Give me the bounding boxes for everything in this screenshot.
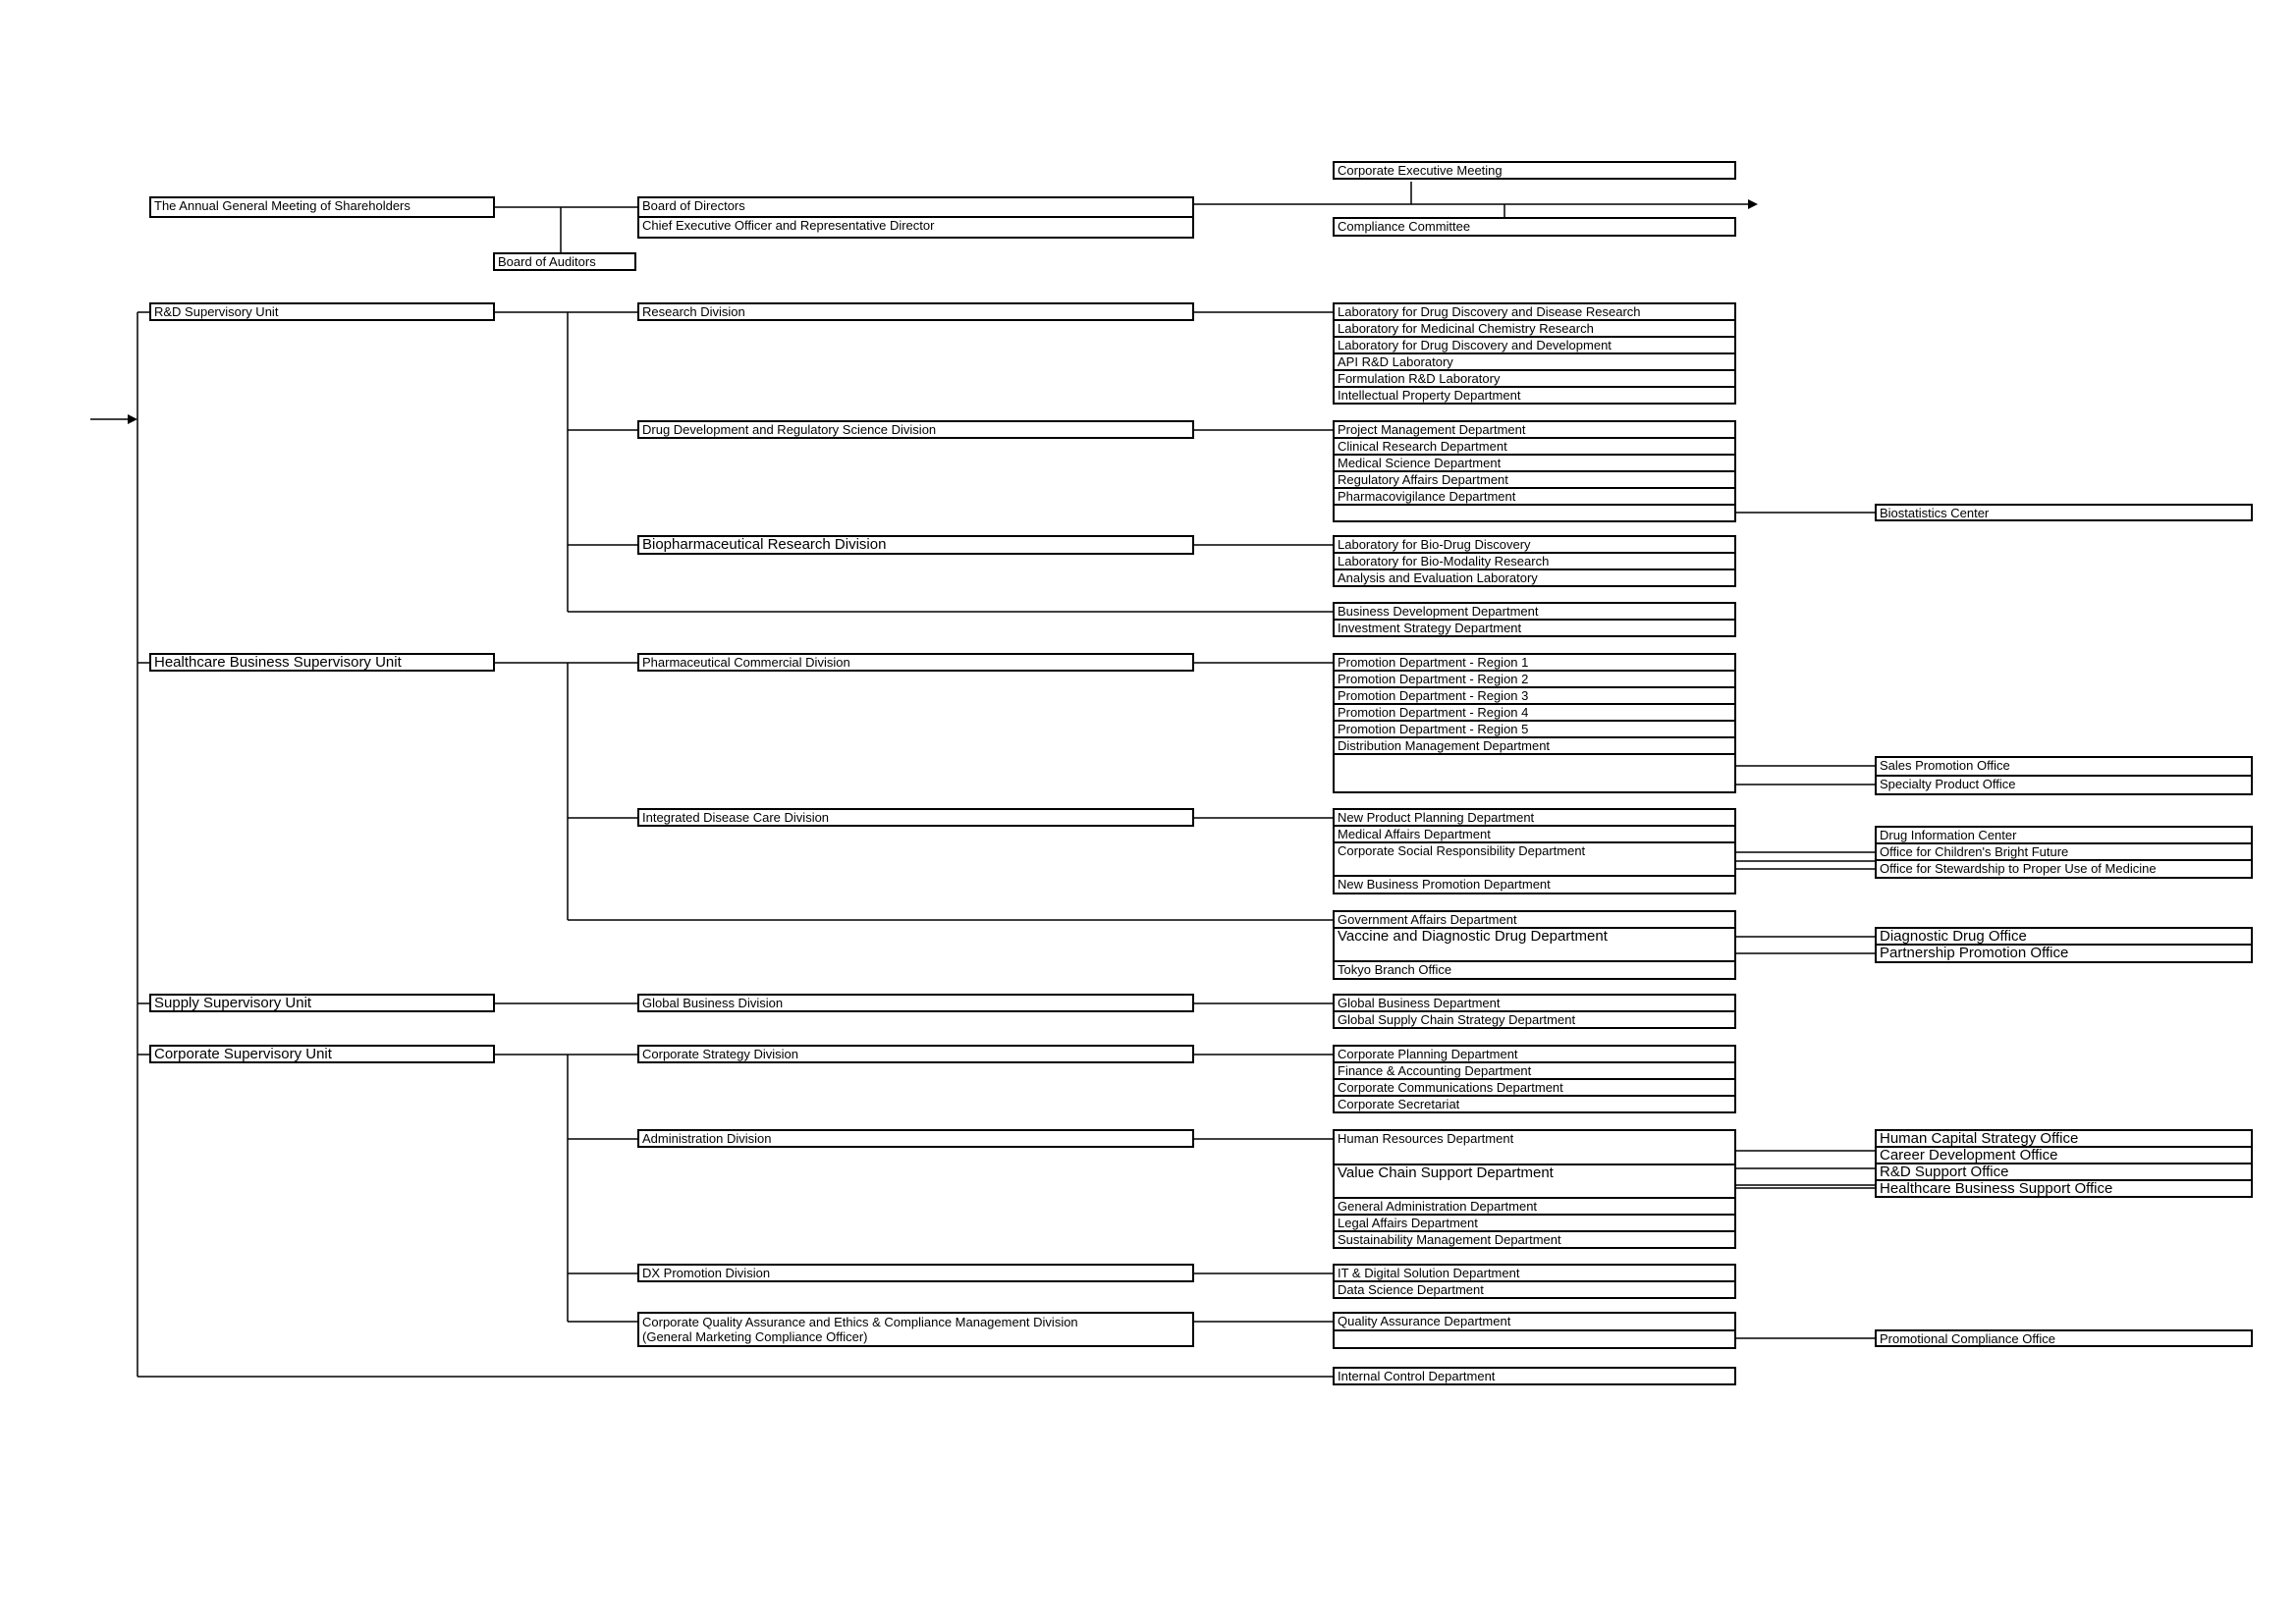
department-item: Corporate Social Responsibility Department xyxy=(1335,843,1734,877)
departments-global-business xyxy=(1333,994,1736,1029)
departments-research xyxy=(1333,302,1736,405)
department-item: Corporate Secretariat xyxy=(1335,1097,1734,1113)
division-administration: Administration Division xyxy=(637,1129,1194,1148)
departments-drug-development xyxy=(1333,420,1736,522)
offices-value-chain xyxy=(1875,1129,2253,1198)
department-item: Human Resources Department xyxy=(1335,1131,1734,1165)
department-item: Formulation R&D Laboratory xyxy=(1335,371,1734,388)
department-item: Project Management Department xyxy=(1335,422,1734,439)
department-item: Clinical Research Department xyxy=(1335,439,1734,456)
office-item: Specialty Product Office xyxy=(1877,777,2251,795)
office-item: Career Development Office xyxy=(1877,1148,2251,1164)
department-item: Quality Assurance Department xyxy=(1335,1314,1734,1331)
department-item: Medical Science Department xyxy=(1335,456,1734,472)
departments-pharmaceutical-commercial xyxy=(1333,653,1736,793)
department-item: Global Business Department xyxy=(1335,996,1734,1012)
department-item: Global Supply Chain Strategy Department xyxy=(1335,1012,1734,1029)
department-item: Value Chain Support Department xyxy=(1335,1165,1734,1199)
departments-corporate-strategy xyxy=(1333,1045,1736,1113)
office-item: Human Capital Strategy Office xyxy=(1877,1131,2251,1148)
department-item: Intellectual Property Department xyxy=(1335,388,1734,405)
departments-rd-direct xyxy=(1333,602,1736,637)
division-pharmaceutical-commercial: Pharmaceutical Commercial Division xyxy=(637,653,1194,672)
office-item: Office for Children's Bright Future xyxy=(1877,844,2251,861)
office-promotional-compliance: Promotional Compliance Office xyxy=(1875,1329,2253,1347)
unit-supply-supervisory: Supply Supervisory Unit xyxy=(149,994,495,1012)
department-item: Laboratory for Drug Discovery and Disease Research xyxy=(1335,304,1734,321)
unit-corporate-supervisory: Corporate Supervisory Unit xyxy=(149,1045,495,1063)
department-item: Pharmacovigilance Department xyxy=(1335,489,1734,506)
division-research: Research Division xyxy=(637,302,1194,321)
division-corporate-quality-assurance xyxy=(637,1312,1194,1347)
department-item: Investment Strategy Department xyxy=(1335,621,1734,637)
board-of-auditors-box: Board of Auditors xyxy=(493,252,636,271)
board-of-directors: Board of Directors xyxy=(639,198,1192,218)
department-item-blank xyxy=(1335,1331,1734,1349)
department-item: Laboratory for Bio-Modality Research xyxy=(1335,554,1734,570)
department-item: Tokyo Branch Office xyxy=(1335,962,1734,980)
department-item: New Business Promotion Department xyxy=(1335,877,1734,894)
office-item: R&D Support Office xyxy=(1877,1164,2251,1181)
department-item-blank xyxy=(1335,755,1734,793)
departments-administration xyxy=(1333,1129,1736,1249)
division-dx-promotion: DX Promotion Division xyxy=(637,1264,1194,1282)
office-item: Office for Stewardship to Proper Use of Medicine xyxy=(1877,861,2251,879)
offices-medical-affairs xyxy=(1875,826,2253,879)
division-integrated-disease-care: Integrated Disease Care Division xyxy=(637,808,1194,827)
departments-healthcare-direct xyxy=(1333,910,1736,980)
department-item: New Product Planning Department xyxy=(1335,810,1734,827)
division-cqa-line-2: (General Marketing Compliance Officer) xyxy=(642,1329,868,1344)
corporate-executive-meeting-box: Corporate Executive Meeting xyxy=(1333,161,1736,180)
office-item: Diagnostic Drug Office xyxy=(1877,929,2251,946)
department-item: Distribution Management Department xyxy=(1335,738,1734,755)
office-item: Drug Information Center xyxy=(1877,828,2251,844)
departments-dx-promotion xyxy=(1333,1264,1736,1299)
unit-rd-supervisory: R&D Supervisory Unit xyxy=(149,302,495,321)
department-item: Corporate Communications Department xyxy=(1335,1080,1734,1097)
office-item: Healthcare Business Support Office xyxy=(1877,1181,2251,1198)
office-item: Sales Promotion Office xyxy=(1877,758,2251,777)
office-biostatistics-center: Biostatistics Center xyxy=(1875,504,2253,521)
division-cqa-line-1: Corporate Quality Assurance and Ethics & Compliance Management Division xyxy=(642,1315,1078,1329)
department-item: API R&D Laboratory xyxy=(1335,354,1734,371)
division-drug-development: Drug Development and Regulatory Science Division xyxy=(637,420,1194,439)
department-item-blank xyxy=(1335,506,1734,522)
offices-vaccine xyxy=(1875,927,2253,963)
division-biopharmaceutical-research: Biopharmaceutical Research Division xyxy=(637,535,1194,555)
division-global-business: Global Business Division xyxy=(637,994,1194,1012)
department-item: Data Science Department xyxy=(1335,1282,1734,1299)
department-item: Sustainability Management Department xyxy=(1335,1232,1734,1249)
department-item: General Administration Department xyxy=(1335,1199,1734,1216)
division-corporate-strategy: Corporate Strategy Division xyxy=(637,1045,1194,1063)
department-item: Government Affairs Department xyxy=(1335,912,1734,929)
offices-sales xyxy=(1875,756,2253,795)
department-item: IT & Digital Solution Department xyxy=(1335,1266,1734,1282)
department-item: Analysis and Evaluation Laboratory xyxy=(1335,570,1734,587)
department-item: Medical Affairs Department xyxy=(1335,827,1734,843)
departments-biopharmaceutical xyxy=(1333,535,1736,587)
departments-corporate-quality-assurance xyxy=(1333,1312,1736,1349)
department-item: Finance & Accounting Department xyxy=(1335,1063,1734,1080)
department-item: Legal Affairs Department xyxy=(1335,1216,1734,1232)
department-item: Promotion Department - Region 4 xyxy=(1335,705,1734,722)
department-item: Promotion Department - Region 5 xyxy=(1335,722,1734,738)
chief-executive-officer: Chief Executive Officer and Representative Director xyxy=(639,218,1192,239)
department-item: Laboratory for Bio-Drug Discovery xyxy=(1335,537,1734,554)
compliance-committee-box: Compliance Committee xyxy=(1333,217,1736,237)
department-item: Laboratory for Drug Discovery and Development xyxy=(1335,338,1734,354)
department-item: Regulatory Affairs Department xyxy=(1335,472,1734,489)
department-item: Promotion Department - Region 1 xyxy=(1335,655,1734,672)
board-and-ceo-box xyxy=(637,196,1194,239)
unit-healthcare-supervisory: Healthcare Business Supervisory Unit xyxy=(149,653,495,672)
department-internal-control: Internal Control Department xyxy=(1333,1367,1736,1385)
office-item: Partnership Promotion Office xyxy=(1877,946,2251,963)
department-item: Vaccine and Diagnostic Drug Department xyxy=(1335,929,1734,962)
department-item: Laboratory for Medicinal Chemistry Research xyxy=(1335,321,1734,338)
department-item: Business Development Department xyxy=(1335,604,1734,621)
department-item: Corporate Planning Department xyxy=(1335,1047,1734,1063)
department-item: Promotion Department - Region 3 xyxy=(1335,688,1734,705)
department-item: Promotion Department - Region 2 xyxy=(1335,672,1734,688)
departments-integrated-disease-care xyxy=(1333,808,1736,894)
shareholders-meeting-box: The Annual General Meeting of Shareholders xyxy=(149,196,495,218)
